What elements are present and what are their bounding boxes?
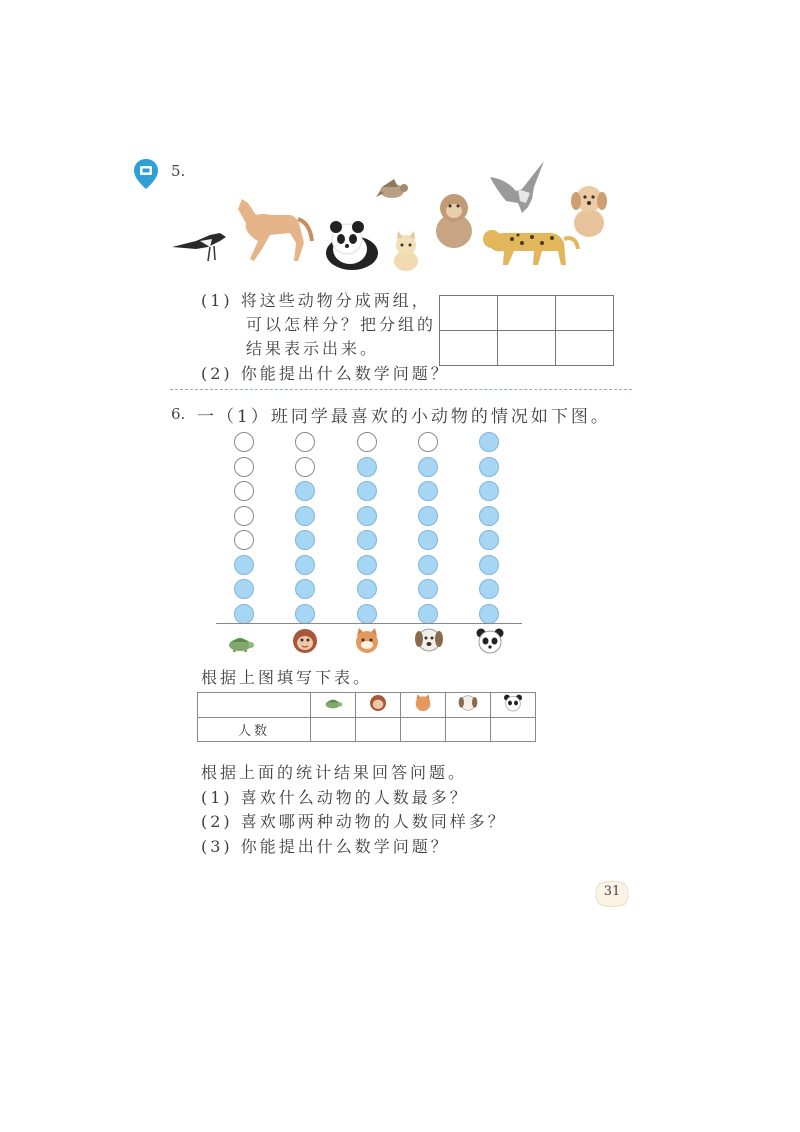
leopard-icon — [480, 221, 580, 269]
empty-circle-cat — [357, 432, 377, 452]
grouping-answer-grid — [439, 295, 614, 366]
kitten-icon — [390, 231, 422, 271]
filled-circle-panda — [479, 530, 499, 550]
tally-header-turtle — [311, 693, 356, 718]
filled-circle-cat — [357, 457, 377, 477]
filled-circle-panda — [479, 604, 499, 624]
monkey-face-icon — [367, 693, 389, 713]
location-pin-icon — [133, 158, 159, 190]
problem-5-q1-line3: 结果表示出来。 — [246, 339, 380, 358]
panda-icon — [320, 217, 380, 271]
filled-circle-dog — [418, 457, 438, 477]
filled-circle-panda — [479, 579, 499, 599]
grid-cell[interactable] — [440, 331, 498, 366]
empty-circle-monkey — [295, 432, 315, 452]
filled-circle-dog — [418, 481, 438, 501]
problem-5-q1-line2: 可以怎样分？把分组的 — [246, 315, 437, 334]
dog-face-icon — [457, 693, 479, 713]
problem-5-q2: (2) 你能提出什么数学问题？ — [201, 364, 450, 383]
problem-6-q3: (3) 你能提出什么数学问题？ — [201, 837, 450, 856]
filled-circle-dog — [418, 579, 438, 599]
grid-cell[interactable] — [556, 331, 614, 366]
sparrow-icon — [376, 177, 410, 203]
dog-face-icon — [414, 625, 444, 655]
grid-cell[interactable] — [498, 331, 556, 366]
empty-circle-turtle — [234, 506, 254, 526]
grid-cell[interactable] — [440, 296, 498, 331]
problem-5-number: 5. — [171, 162, 186, 180]
tally-header-panda — [491, 693, 536, 718]
empty-circle-turtle — [234, 530, 254, 550]
cat-face-icon — [352, 626, 382, 656]
problem-6-number: 6. — [171, 405, 186, 423]
empty-circle-dog — [418, 432, 438, 452]
tally-count-cell[interactable] — [446, 718, 491, 742]
tally-header-blank — [198, 693, 311, 718]
filled-circle-panda — [479, 432, 499, 452]
fill-table-instruction: 根据上图填写下表。 — [201, 668, 373, 687]
cat-face-icon — [412, 693, 434, 713]
eagle-icon — [488, 159, 548, 215]
empty-circle-turtle — [234, 481, 254, 501]
panda-face-icon — [475, 626, 505, 656]
filled-circle-dog — [418, 604, 438, 624]
filled-circle-turtle — [234, 604, 254, 624]
empty-circle-monkey — [295, 457, 315, 477]
empty-circle-turtle — [234, 457, 254, 477]
problem-6-q2: (2) 喜欢哪两种动物的人数同样多？ — [201, 812, 507, 831]
filled-circle-panda — [479, 555, 499, 575]
answer-instruction: 根据上面的统计结果回答问题。 — [201, 763, 468, 782]
filled-circle-monkey — [295, 530, 315, 550]
filled-circle-turtle — [234, 555, 254, 575]
empty-circle-turtle — [234, 432, 254, 452]
filled-circle-monkey — [295, 604, 315, 624]
filled-circle-monkey — [295, 555, 315, 575]
filled-circle-monkey — [295, 481, 315, 501]
filled-circle-cat — [357, 579, 377, 599]
filled-circle-cat — [357, 604, 377, 624]
tally-header-monkey — [356, 693, 401, 718]
grid-cell[interactable] — [556, 296, 614, 331]
tally-table — [197, 692, 536, 742]
magpie-icon — [170, 227, 228, 263]
tally-count-cell[interactable] — [311, 718, 356, 742]
section-divider — [170, 389, 632, 390]
page-number: 31 — [603, 884, 621, 899]
problem-6-title: 一（1）班同学最喜欢的小动物的情况如下图。 — [197, 407, 611, 427]
filled-circle-cat — [357, 555, 377, 575]
filled-circle-panda — [479, 457, 499, 477]
tally-row-label: 人数 — [198, 718, 311, 742]
grid-cell[interactable] — [498, 296, 556, 331]
animals-illustration — [170, 155, 640, 275]
tally-header-cat — [401, 693, 446, 718]
filled-circle-monkey — [295, 506, 315, 526]
problem-6-q1: (1) 喜欢什么动物的人数最多？ — [201, 788, 469, 807]
horse-icon — [232, 193, 314, 263]
panda-face-icon — [502, 693, 524, 713]
tally-count-cell[interactable] — [356, 718, 401, 742]
filled-circle-cat — [357, 506, 377, 526]
monkey-face-icon — [290, 626, 320, 656]
puppy-icon — [566, 181, 612, 239]
filled-circle-cat — [357, 530, 377, 550]
filled-circle-turtle — [234, 579, 254, 599]
turtle-icon — [225, 628, 255, 658]
filled-circle-monkey — [295, 579, 315, 599]
tally-header-dog — [446, 693, 491, 718]
filled-circle-dog — [418, 555, 438, 575]
filled-circle-dog — [418, 530, 438, 550]
monkey-icon — [430, 191, 478, 249]
tally-count-cell[interactable] — [491, 718, 536, 742]
filled-circle-panda — [479, 481, 499, 501]
chart-baseline — [216, 623, 522, 624]
tally-count-cell[interactable] — [401, 718, 446, 742]
filled-circle-cat — [357, 481, 377, 501]
filled-circle-dog — [418, 506, 438, 526]
filled-circle-panda — [479, 506, 499, 526]
turtle-icon — [321, 693, 345, 713]
problem-5-q1-line1: (1) 将这些动物分成两组， — [201, 291, 431, 310]
